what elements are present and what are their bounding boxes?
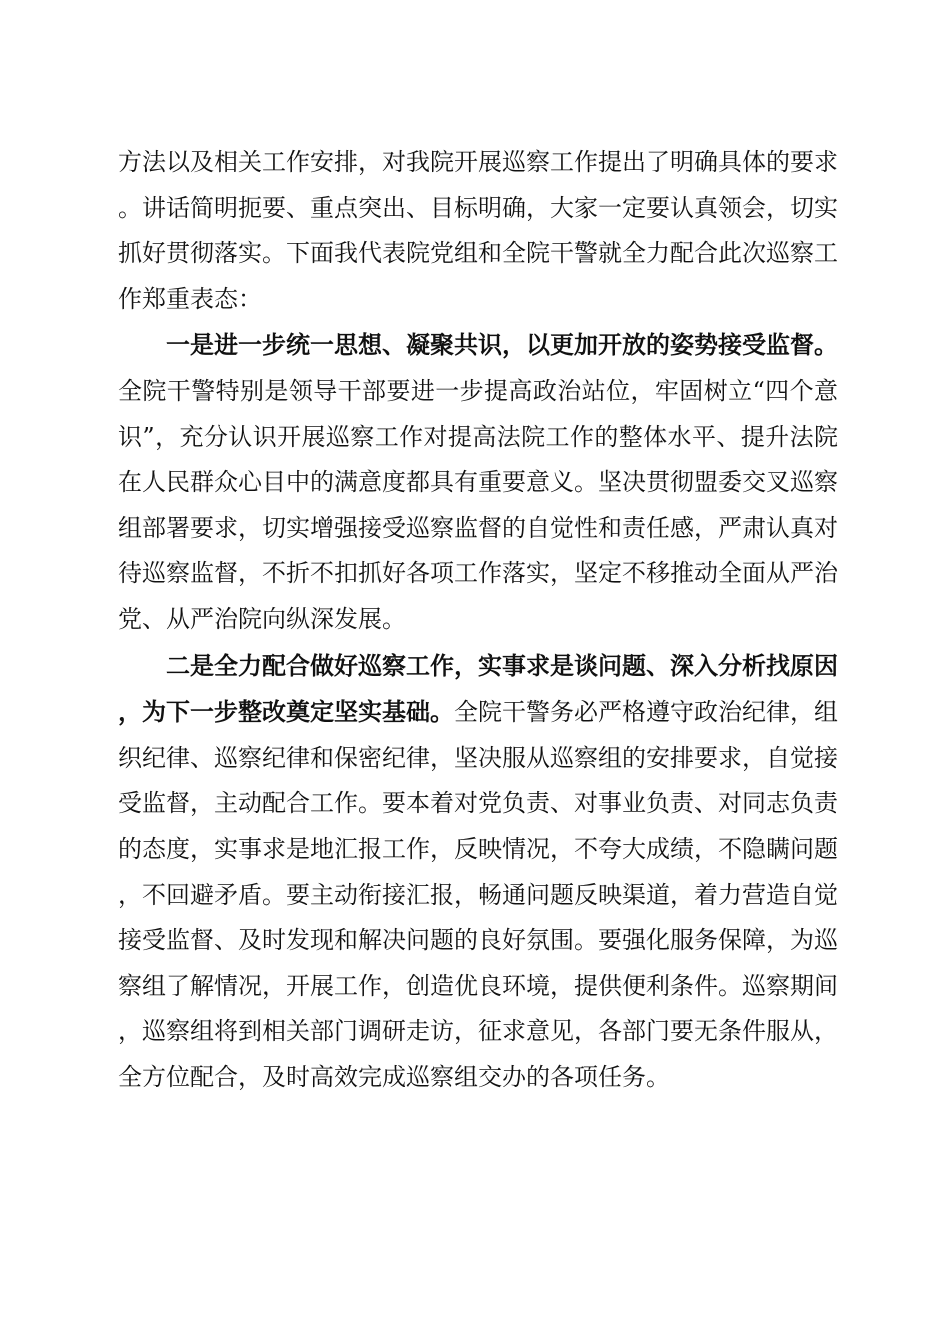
paragraph-text: 方法以及相关工作安排，对我院开展巡察工作提出了明确具体的要求。讲话简明扼要、重点突出、目标明确，大家一定要认真领会，切实抓好贯彻落实。下面我代表院党组和全院干警就全力配合此次巡察工作郑重表态：	[118, 148, 838, 313]
document-body	[118, 140, 838, 1100]
paragraph-point-one	[118, 322, 838, 642]
paragraph-text: 全院干警特别是领导干部要进一步提高政治站位，牢固树立“四个意识”，充分认识开展巡察工作对提高法院工作的整体水平、提升法院在人民群众心目中的满意度都具有重要意义。坚决贯彻盟委交叉巡察组部署要求，切实增强接受巡察监督的自觉性和责任感，严肃认真对待巡察监督，不折不扣抓好各项工作落实，坚定不移推动全面从严治党、从严治院向纵深发展。	[118, 376, 838, 633]
paragraph-text: 全院干警务必严格遵守政治纪律，组织纪律、巡察纪律和保密纪律，坚决服从巡察组的安排要求，自觉接受监督，主动配合工作。要本着对党负责、对事业负责、对同志负责的态度，实事求是地汇报工作，反映情况，不夸大成绩，不隐瞒问题，不回避矛盾。要主动衔接汇报，畅通问题反映渠道，着力营造自觉接受监督、及时发现和解决问题的良好氛围。要强化服务保障，为巡察组了解情况，开展工作，创造优良环境，提供便利条件。巡察期间，巡察组将到相关部门调研走访，征求意见，各部门要无条件服从，全方位配合，及时高效完成巡察组交办的各项任务。	[118, 698, 838, 1091]
paragraph-lead-heading: 一是进一步统一思想、凝聚共识，以更加开放的姿势接受监督。	[166, 330, 838, 360]
paragraph-lead-heading: 二是全力配合做好巡察工作，实事求是谈问题、深入分析找原因，为下一步整改奠定坚实基础。	[118, 650, 838, 727]
paragraph-continuation	[118, 140, 838, 322]
paragraph-point-two	[118, 643, 838, 1101]
